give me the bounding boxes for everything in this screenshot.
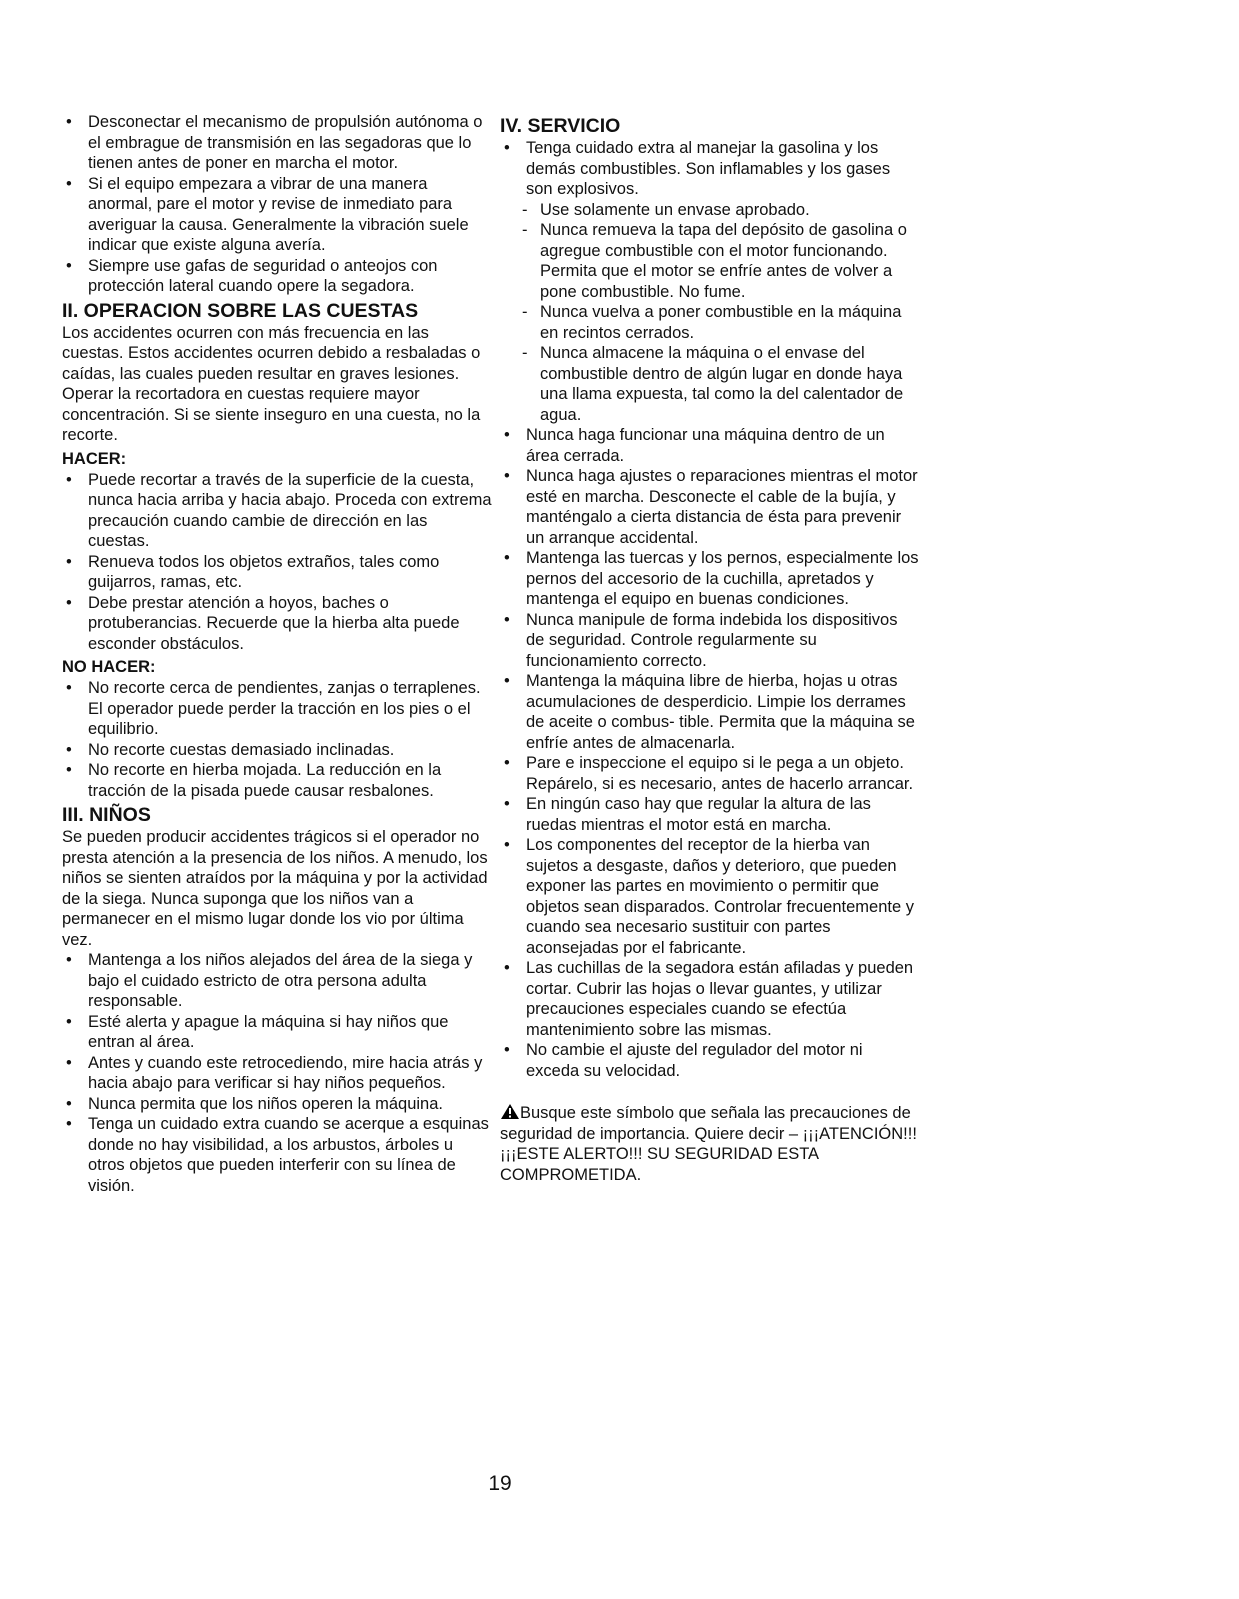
section-title-service: IV. SERVICIO xyxy=(500,115,621,137)
list-item: • No recorte en hierba mojada. La reducción en la tracción de la pisada puede causar resbalones. xyxy=(62,760,492,801)
list-item: • En ningún caso hay que regular la altura de las ruedas mientras el motor está en marcha. xyxy=(500,794,920,835)
dont-heading: NO HACER: xyxy=(62,658,156,676)
page-number: 19 xyxy=(488,1472,512,1495)
do-heading: HACER: xyxy=(62,449,127,468)
children-paragraph: Se pueden producir accidentes trágicos si el operador no presta atención a la presencia de los niños. A menudo, los niños se sienten atraídos por la máquina y por la actividad de la siega. Nunca suponga que los niños van a permanecer en el mismo lugar donde los vio por última vez. xyxy=(62,828,488,949)
do-list xyxy=(62,470,492,655)
list-item: • Mantenga las tuercas y los pernos, especialmente los pernos del accesorio de la cuchilla, apretados y mantenga el equipo en buenas condiciones. xyxy=(500,548,920,610)
children-list xyxy=(62,950,492,1196)
section-title-children: III. NIÑOS xyxy=(62,804,151,826)
left-column xyxy=(62,112,492,1196)
list-item: • Siempre use gafas de seguridad o anteojos con protección lateral cuando opere la segadora. xyxy=(62,256,492,297)
list-item: • Mantenga a los niños alejados del área de la siega y bajo el cuidado estricto de otra persona adulta responsable. xyxy=(62,950,492,1012)
list-item: • Las cuchillas de la segadora están afiladas y pueden cortar. Cubrir las hojas o llevar guantes, y utilizar precauciones especiales cuando se efectúa mantenimiento sobre las mismas. xyxy=(500,958,920,1040)
right-column xyxy=(500,112,920,1185)
list-item: • Puede recortar a través de la superficie de la cuesta, nunca hacia arriba y hacia abajo. Proceda con extrema precaución cuando cambie de dirección en las cuestas. xyxy=(62,470,492,552)
list-item: • Pare e inspeccione el equipo si le pega a un objeto. Repárelo, si es necesario, antes de hacerlo arrancar. xyxy=(500,753,920,794)
intro-list xyxy=(62,112,492,297)
list-item: • Nunca manipule de forma indebida los dispositivos de seguridad. Controle regularmente su funcionamiento correcto. xyxy=(500,610,920,672)
list-item: • Renueva todos los objetos extraños, tales como guijarros, ramas, etc. xyxy=(62,552,492,593)
list-item: • Debe prestar atención a hoyos, baches o protuberancias. Recuerde que la hierba alta puede esconder obstáculos. xyxy=(62,593,492,655)
list-item: • Esté alerta y apague la máquina si hay niños que entran al área. xyxy=(62,1012,492,1053)
list-item: • Desconectar el mecanismo de propulsión autónoma o el embrague de transmisión en las segadoras que lo tienen antes de poner en marcha el motor. xyxy=(62,112,492,174)
list-item: • No recorte cuestas demasiado inclinadas. xyxy=(62,740,492,761)
fuel-item-text: Tenga cuidado extra al manejar la gasolina y los demás combustibles. Son inflamables y los gases son explosivos. xyxy=(526,139,891,198)
list-item: • Nunca haga funcionar una máquina dentro de un área cerrada. xyxy=(500,425,920,466)
dont-list xyxy=(62,678,492,801)
section-title-slopes: II. OPERACION SOBRE LAS CUESTAS xyxy=(62,299,419,322)
warning-text: Busque este símbolo que señala las precauciones de seguridad de importancia. Quiere decir – ¡¡¡ATENCIÓN!!!¡¡¡ESTE ALERTO!!! SU SEGURIDAD ESTA COMPROMETIDA. xyxy=(500,1104,917,1184)
slopes-paragraph: Los accidentes ocurren con más frecuencia en las cuestas. Estos accidentes ocurren debido a resbaladas o caídas, las cuales pueden resultar en graves lesiones. Operar la recortadora en cuestas requiere mayor concentración. Si se siente inseguro en una cuesta, no la recorte. xyxy=(62,323,481,444)
list-item: • Antes y cuando este retrocediendo, mire hacia atrás y hacia abajo para verificar si hay niños pequeños. xyxy=(62,1053,492,1094)
list-item: • Nunca permita que los niños operen la máquina. xyxy=(62,1094,492,1115)
list-item: • Tenga un cuidado extra cuando se acerque a esquinas donde no hay visibilidad, a los arbustos, árboles u otros objetos que pueden interferir con su línea de visión. xyxy=(62,1114,492,1196)
list-item: • Mantenga la máquina libre de hierba, hojas u otras acumulaciones de desperdicio. Limpie los derrames de aceite o combus- tible. Permita que la máquina se enfríe antes de almacenarla. xyxy=(500,671,920,753)
sublist-item: - Use solamente un envase aprobado. xyxy=(520,200,920,221)
list-item: • Nunca haga ajustes o reparaciones mientras el motor esté en marcha. Desconecte el cable de la bujía, y manténgalo a cierta distancia de ésta para prevenir un arranque accidental. xyxy=(500,466,920,548)
list-item: • No cambie el ajuste del regulador del motor ni exceda su velocidad. xyxy=(500,1040,920,1081)
service-list xyxy=(500,138,920,1081)
sublist-item: - Nunca almacene la máquina o el envase del combustible dentro de algún lugar en donde haya una llama expuesta, tal como la del calentador de agua. xyxy=(520,343,920,425)
sublist-item: - Nunca vuelva a poner combustible en la máquina en recintos cerrados. xyxy=(520,302,920,343)
safety-warning xyxy=(500,1103,920,1185)
list-item xyxy=(500,138,920,425)
sublist-item: - Nunca remueva la tapa del depósito de gasolina o agregue combustible con el motor funcionando. Permita que el motor se enfríe antes de volver a pone combustible. No fume. xyxy=(520,220,920,302)
list-item: • Los componentes del receptor de la hierba van sujetos a desgaste, daños y deterioro, que pueden exponer las partes en movimiento o permitir que objetos sean disparados. Controlar frecuentemente y cuando sea necesario sustituir con partes aconsejadas por el fabricante. xyxy=(500,835,920,958)
list-item: • No recorte cerca de pendientes, zanjas o terraplenes. El operador puede perder la tracción en los pies o el equilibrio. xyxy=(62,678,492,740)
fuel-sublist xyxy=(520,200,920,426)
warning-triangle-icon xyxy=(500,1103,520,1120)
list-item: • Si el equipo empezara a vibrar de una manera anormal, pare el motor y revise de inmediato para averiguar la causa. Generalmente la vibración suele indicar que existe alguna avería. xyxy=(62,174,492,256)
